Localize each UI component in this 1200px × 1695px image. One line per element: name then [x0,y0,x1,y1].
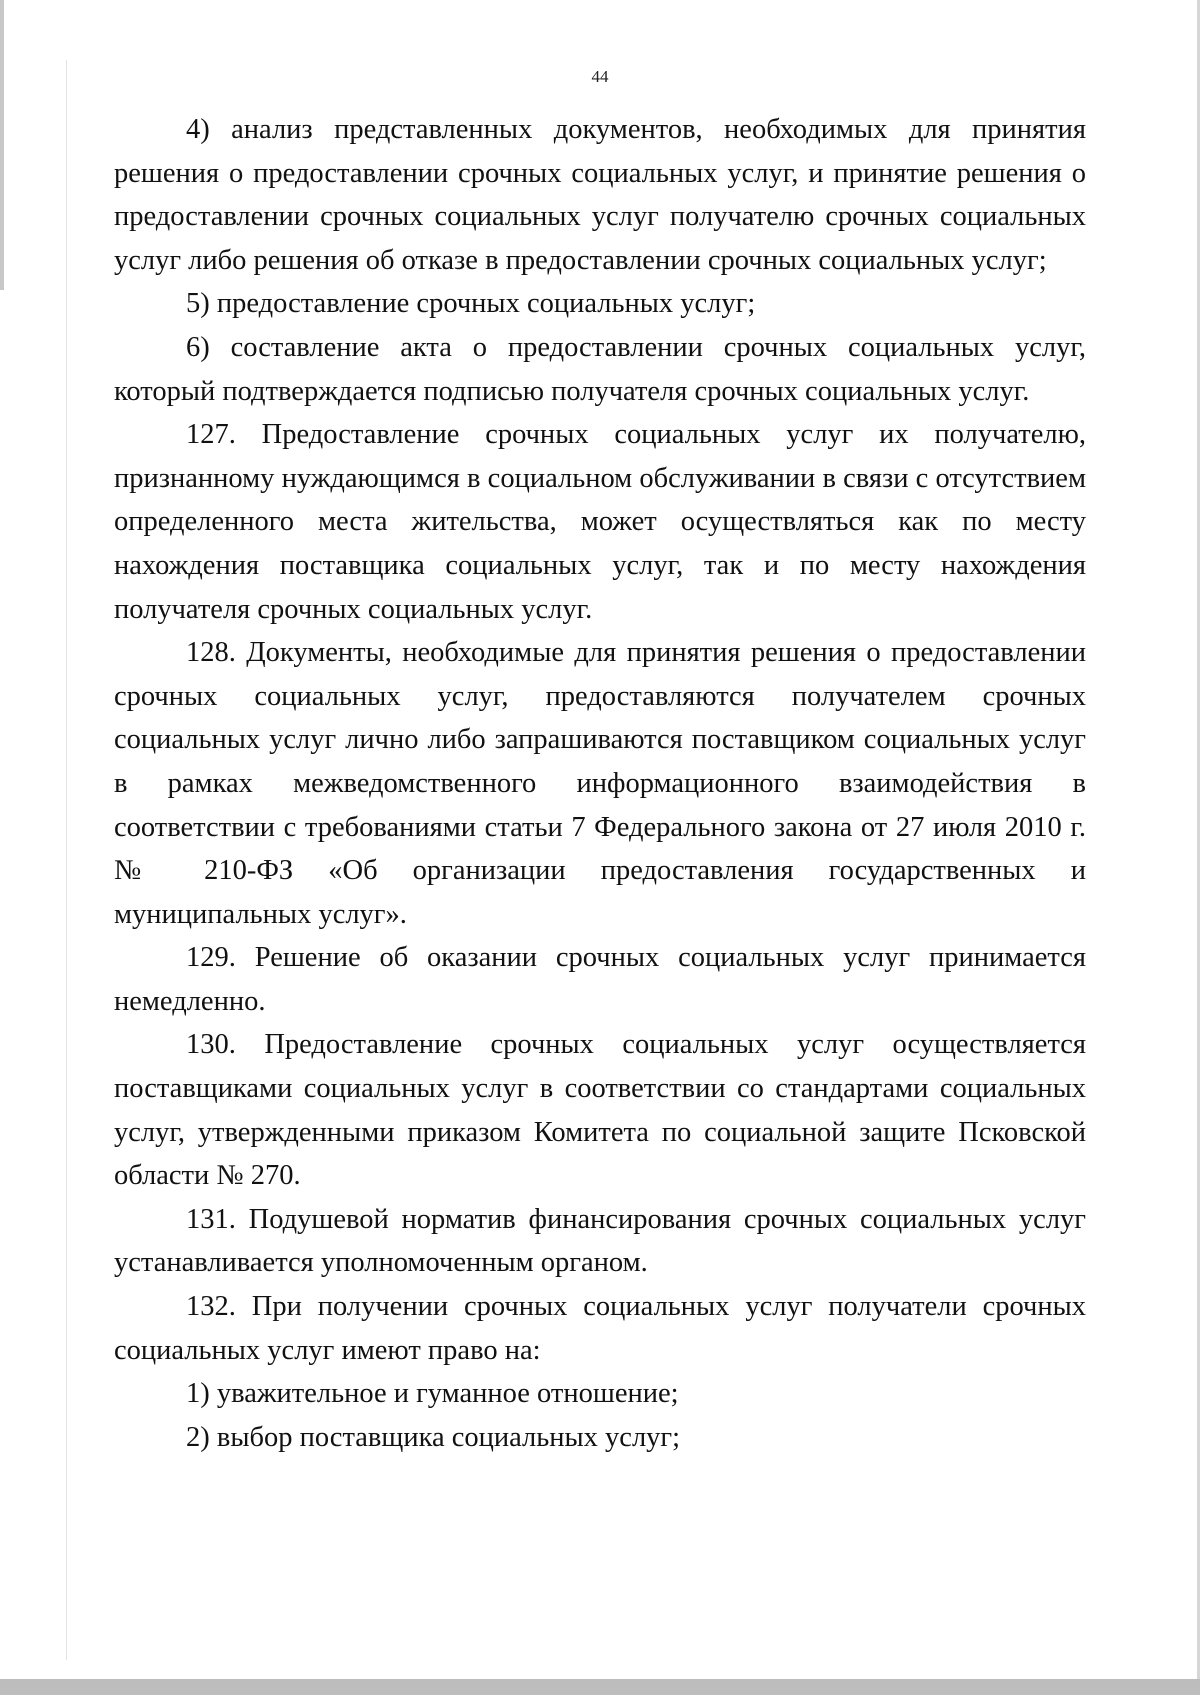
list-item-2: 2) выбор поставщика социальных услуг; [186,1421,681,1453]
paragraph-item-4: 4) анализ представленных документов, необходимых для принятия решения о предоставлении срочных социальных услуг, и принятие решения о предоставлении срочных социальных услуг получателю срочных социальных услуг либо решения об отказе в предоставлении срочных социальных услуг; [114,114,1086,276]
paragraph-130: 130. Предоставление срочных социальных услуг осуществляется поставщиками социальных услуг в соответствии со стандартами социальных услуг, утвержденными приказом Комитета по социальной защите Псковской области № 270. [114,1029,1086,1192]
paragraph-item-6: 6) составление акта о предоставлении срочных социальных услуг, который подтверждается подписью получателя срочных социальных услуг. [114,331,1086,407]
scan-edge-left [0,0,4,290]
paragraph-131: 131. Подушевой норматив финансирования срочных социальных услуг устанавливается уполномоченным органом. [114,1203,1086,1279]
paragraph-132: 132. При получении срочных социальных услуг получатели срочных социальных услуг имеют право на: [114,1291,1086,1366]
paragraph-129: 129. Решение об оказании срочных социальных услуг принимается немедленно. [114,942,1086,1017]
paragraph-127: 127. Предоставление срочных социальных услуг их получателю, признанному нуждающимся в социальном обслуживании в связи с отсутствием определенного места жительства, может осуществляться как по месту нахождения поставщика социальных услуг, так и по месту нахождения получателя срочных социальных услуг. [114,419,1086,625]
scan-margin-line [66,60,67,1660]
document-body [114,108,1086,1459]
paragraph-128: 128. Документы, необходимые для принятия решения о предоставлении срочных социальных услуг, предоставляются получателем срочных социальных услуг лично либо запрашиваются поставщиком социальных услуг в рамках межведомственного информационного взаимодействия в соответствии с требованиями статьи 7 Федерального закона от 27 июля 2010 г. № 210-ФЗ «Об организации предоставления государственных и муниципальных услуг». [114,637,1086,930]
list-item-1: 1) уважительное и гуманное отношение; [186,1378,679,1410]
paragraph-item-5: 5) предоставление срочных социальных услуг; [186,288,756,320]
page-number: 44 [591,67,609,86]
scan-bottom-edge [0,1679,1200,1695]
